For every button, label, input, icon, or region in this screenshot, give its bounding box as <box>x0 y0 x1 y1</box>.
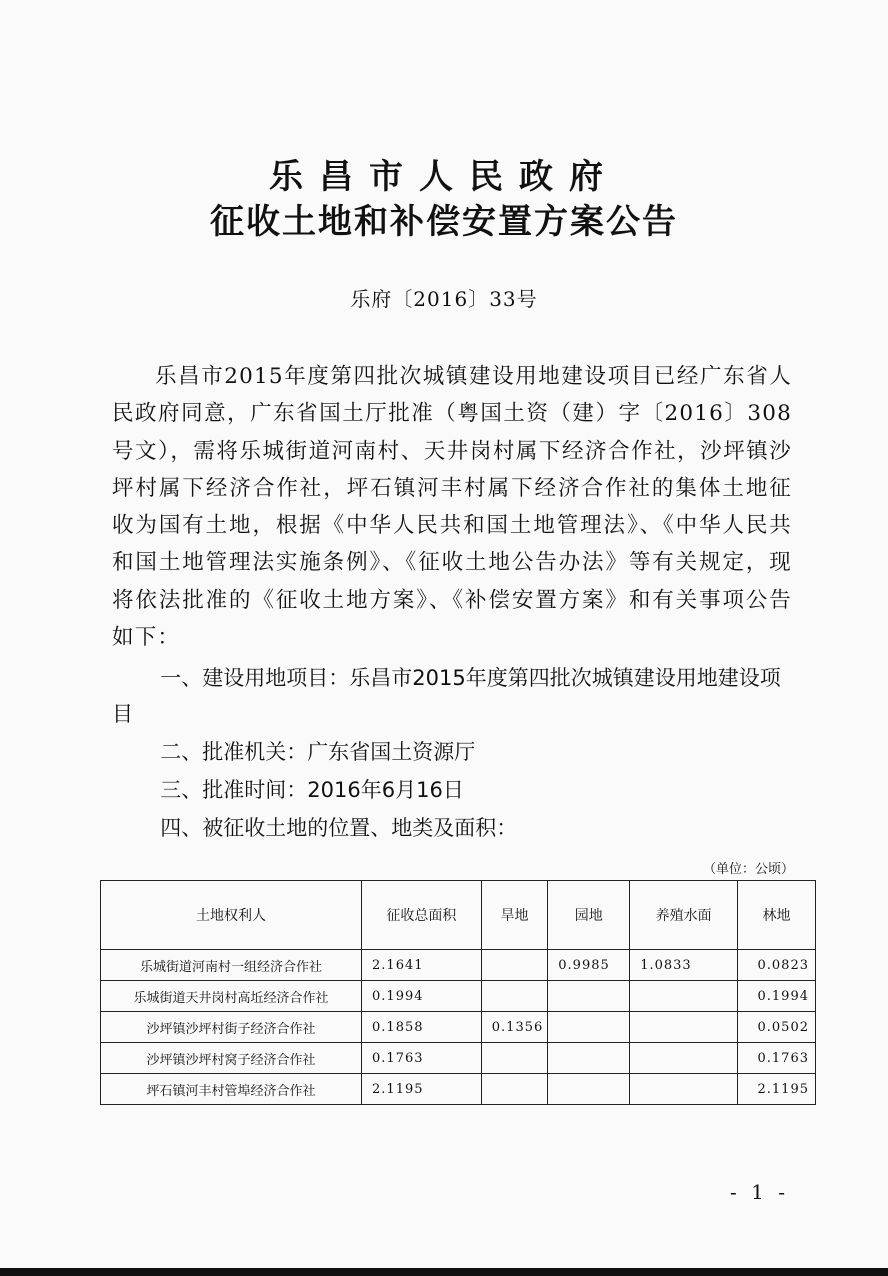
cell-aquaculture-water <box>630 1012 738 1043</box>
item-approval-date: 三、批准时间：2016年6月16日 <box>160 778 464 802</box>
cell-aquaculture-water: 1.0833 <box>630 950 738 981</box>
cell-rights-holder: 坪石镇河丰村管埠经济合作社 <box>101 1074 362 1105</box>
cell-rights-holder: 沙坪镇沙坪村窝子经济合作社 <box>101 1043 362 1074</box>
item-land-location-heading: 四、被征收土地的位置、地类及面积： <box>160 816 518 840</box>
document-number: 乐府〔2016〕33号 <box>350 287 538 311</box>
table-header-row <box>101 881 816 950</box>
header-rights-holder: 土地权利人 <box>101 881 362 950</box>
cell-dry-land <box>481 981 548 1012</box>
cell-rights-holder: 乐城街道天井岗村高坵经济合作社 <box>101 981 362 1012</box>
cell-rights-holder: 沙坪镇沙坪村街子经济合作社 <box>101 1012 362 1043</box>
cell-aquaculture-water <box>630 981 738 1012</box>
item-approval-authority: 二、批准机关：广东省国土资源厅 <box>160 740 476 764</box>
header-aquaculture-water: 养殖水面 <box>630 881 738 950</box>
cell-garden-land <box>548 1074 630 1105</box>
issuer-title: 乐昌市人民政府 <box>269 157 619 197</box>
table-unit-label: （单位：公顷） <box>702 862 794 877</box>
table-row <box>101 981 816 1012</box>
cell-total-area: 2.1641 <box>362 950 482 981</box>
cell-forest-land: 0.1763 <box>738 1043 816 1074</box>
scan-edge-bar <box>0 1268 888 1276</box>
cell-garden-land <box>548 1012 630 1043</box>
cell-dry-land: 0.1356 <box>481 1012 548 1043</box>
intro-paragraph: 乐昌市2015年度第四批次城镇建设用地建设项目已经广东省人民政府同意，广东省国土厅批准（粤国土资（建）字〔2016〕308号文），需将乐城街道河南村、天井岗村属下经济合作社，沙坪镇沙坪村属下经济合作社，坪石镇河丰村属下经济合作社的集体土地征收为国有土地，根据《中华人民共和国土地管理法》、《中华人民共和国土地管理法实施条例》、《征收土地公告办法》等有关规定，现将依法批准的《征收土地方案》、《补偿安置方案》和有关事项公告如下： <box>112 364 792 651</box>
cell-forest-land: 0.0823 <box>738 950 816 981</box>
cell-dry-land <box>481 950 548 981</box>
cell-forest-land: 2.1195 <box>738 1074 816 1105</box>
page-number: - 1 - <box>730 1180 789 1204</box>
table-row <box>101 1074 816 1105</box>
table-row <box>101 950 816 981</box>
header-total-area: 征收总面积 <box>362 881 482 950</box>
header-forest-land: 林地 <box>738 881 816 950</box>
cell-total-area: 0.1858 <box>362 1012 482 1043</box>
cell-total-area: 2.1195 <box>362 1074 482 1105</box>
cell-dry-land <box>481 1043 548 1074</box>
header-dry-land: 旱地 <box>481 881 548 950</box>
cell-rights-holder: 乐城街道河南村一组经济合作社 <box>101 950 362 981</box>
cell-garden-land <box>548 1043 630 1074</box>
item-construction-project: 一、建设用地项目：乐昌市2015年度第四批次城镇建设用地建设项目 <box>112 666 781 726</box>
cell-total-area: 0.1994 <box>362 981 482 1012</box>
cell-aquaculture-water <box>630 1074 738 1105</box>
cell-garden-land <box>548 981 630 1012</box>
cell-garden-land: 0.9985 <box>548 950 630 981</box>
cell-forest-land: 0.0502 <box>738 1012 816 1043</box>
cell-total-area: 0.1763 <box>362 1043 482 1074</box>
cell-dry-land <box>481 1074 548 1105</box>
notice-title: 征收土地和补偿安置方案公告 <box>210 202 678 242</box>
cell-aquaculture-water <box>630 1043 738 1074</box>
header-garden-land: 园地 <box>548 881 630 950</box>
cell-forest-land: 0.1994 <box>738 981 816 1012</box>
land-table <box>100 880 816 1105</box>
table-row <box>101 1012 816 1043</box>
table-row <box>101 1043 816 1074</box>
